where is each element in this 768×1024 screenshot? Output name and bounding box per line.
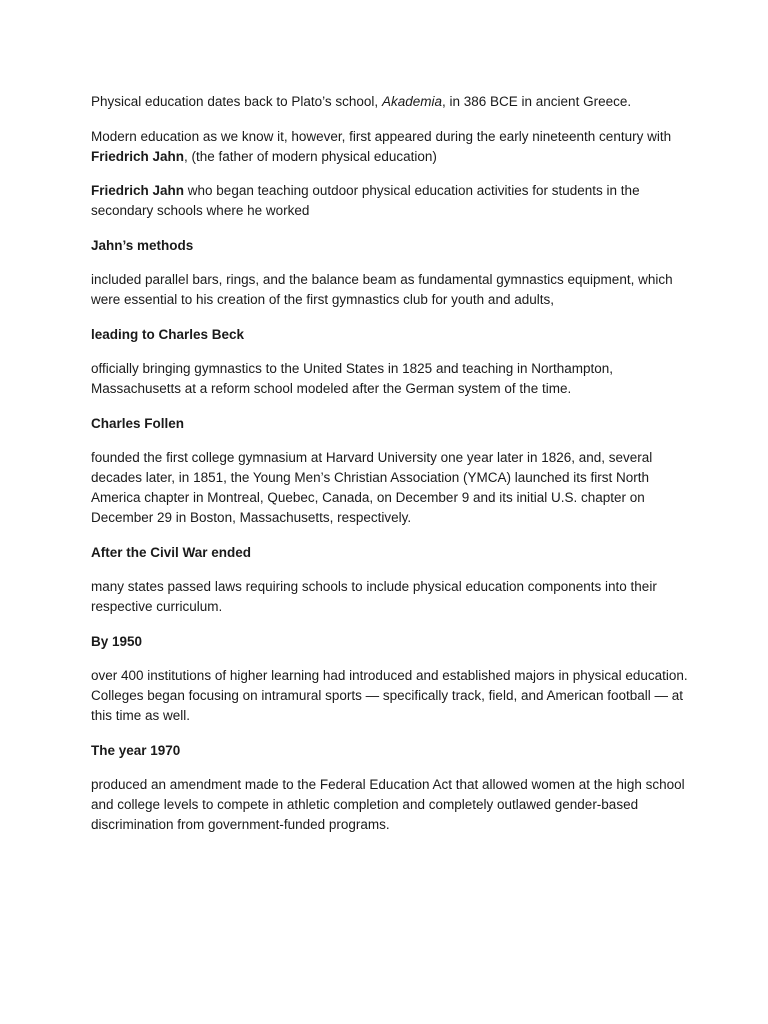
paragraph-plato: Physical education dates back to Plato’s school, Akademia, in 386 BCE in ancient Greece. (91, 94, 632, 109)
friedrich-jahn-name: Friedrich Jahn (91, 183, 185, 198)
heading-1970: The year 1970 (91, 742, 181, 758)
paragraph-1970: produced an amendment made to the Federal Education Act that allowed women at the high school and college levels to compete in athletic completion and completely outlawed gender-based discrimination from government-funded programs. (91, 777, 685, 832)
document-page (91, 92, 691, 850)
akademia-term: Akademia (381, 94, 442, 109)
paragraph-modern-education: Modern education as we know it, however, first appeared during the early nineteenth century with Friedrich Jahn, (the father of modern physical education) (91, 128, 672, 164)
heading-charles-beck: leading to Charles Beck (91, 326, 245, 342)
heading-civil-war: After the Civil War ended (91, 544, 252, 560)
heading-1950: By 1950 (91, 633, 143, 649)
friedrich-jahn-name: Friedrich Jahn (91, 148, 185, 164)
paragraph-charles-beck: officially bringing gymnastics to the United States in 1825 and teaching in Northampton, Massachusetts at a reform school modeled after the German system of the time. (91, 361, 614, 396)
paragraph-jahn-teaching: Friedrich Jahn who began teaching outdoor physical education activities for students in the secondary schools where he worked (91, 183, 640, 218)
paragraph-charles-follen: founded the first college gymnasium at Harvard University one year later in 1826, and, several decades later, in 1851, the Young Men’s Christian Association (YMCA) launched its first North America chapter in Montreal, Quebec, Canada, on December 9 and its initial U.S. chapter on December 29 in Boston, Massachusetts, respectively. (91, 450, 653, 525)
paragraph-civil-war: many states passed laws requiring schools to include physical education components into their respective curriculum. (91, 579, 657, 614)
heading-charles-follen: Charles Follen (91, 415, 185, 431)
paragraph-1950: over 400 institutions of higher learning had introduced and established majors in physical education. Colleges began focusing on intramural sports — specifically track, field, and American football — at this time as well. (91, 668, 688, 723)
paragraph-jahn-methods: included parallel bars, rings, and the balance beam as fundamental gymnastics equipment, which were essential to his creation of the first gymnastics club for youth and adults, (91, 272, 673, 307)
heading-jahn-methods: Jahn’s methods (91, 237, 194, 253)
